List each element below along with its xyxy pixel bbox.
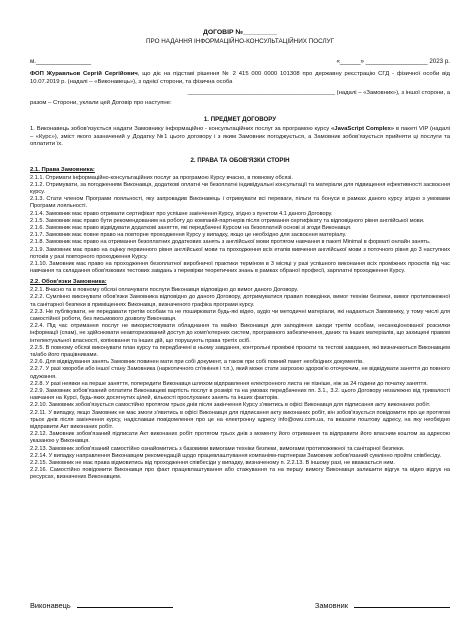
clause-item: 2.2.12. Замовник зобов'язаний підписати Акт виконаних робіт протягом трьох днів з моменту його отримання та відправити його власним коштом за адресою указаною у Виконавця. bbox=[30, 431, 450, 445]
customer-signature-label: Замовник bbox=[314, 601, 348, 610]
signature-block bbox=[30, 601, 450, 610]
section-1-text-pre: 1. Виконавець зобов'язується надати Замовнику інформаційно - консультаційних послуг за програмою курсу bbox=[30, 125, 332, 132]
clause-item: 2.2.6. Для відвідування занять Замовник повинен мати при собі документ, а також при собі повний пакет необхідних документів. bbox=[30, 359, 364, 366]
section-1-text-post: в пакеті VIP (надалі – «Курс»), зміст якого зазначений у Додатку №1 цього договору і з яким Замовник погоджується, а Замовник зобов'язується прийняти ці послуги та оплатити їх. bbox=[30, 125, 450, 148]
date-field: «______» __________________ 2023 р. bbox=[336, 58, 450, 65]
course-name: «JavaScript Complex» bbox=[331, 125, 395, 132]
clause-item: 2.1.7. Замовник має повне право на повторне проходження Курсу у випадку, якщо це необхідно для засвоєння матеріалу. bbox=[30, 232, 347, 239]
clause-item: 2.2.9. Замовник зобов'язаний оплатити Виконавцеві вартість послуг в розмірі та на умовах передбачених пп. 3.1., 3.2. цього Договору незалежно від тривалості навчання на Курсі, будь-яких досягнутих цілей, кількості прослуханих занять та інших факторів. bbox=[30, 388, 450, 402]
clause-item: 2.2.14. У випадку направлення Виконавцем рекомендацій щодо працевлаштування компаніям-партнерам Замовник зобов'язаний сумлінно пройти співбесіду. bbox=[30, 452, 442, 459]
clause-item: 2.2.4. Під час отримання послуг не використовувати обладнання та майно Виконавця для заподіяння шкоди третім особам, несанкціонованої розсилки інформації (спам), не здійснювати неавторизований доступ до комп'ютерних систем, програмного забезпечення, даних та інших матеріалів, що захищені правом інтелектуальної власності, копіювання та інших дій, що порушують права третіх осіб. bbox=[30, 323, 450, 344]
clause-item: 2.1.9. Замовник має право на оцінку первинного рівня англійської мови та проходження всіх етапів вивчення англійської мови з поточного рівня до 3 наступних потоків у разі повторного проходження Курсу. bbox=[30, 246, 450, 260]
executor-signature-line bbox=[77, 607, 173, 608]
contract-title: ДОГОВІР №_________ bbox=[203, 29, 277, 36]
clause-item: 2.1.4. Замовник має право отримати сертифікат про успішне закінчення Курсу, згідно з пунктом 4.1 даного Договору. bbox=[30, 210, 333, 217]
clause-item: 2.1.6. Замовник має право відвідувати додаткові заняття, які передбачені Курсом на безоплатній основі зі згоди Виконавця. bbox=[30, 225, 352, 232]
clause-item: 2.1.1. Отримати інформаційно-консультаційних послуг за програмою Курсу вчасно, в повному обсязі. bbox=[30, 174, 293, 181]
clause-item: 2.2.11. У випадку, якщо Замовник не має змоги з'явитись в офісі Виконавця для підписання акту виконаних робіт, він зобов'язується повідомити про це протягом трьох днів після закінчення курсу, надіславши повідомлення про це на електронну адресу info@owu.com.ua, та вказати поштову адресу, на яку необхідно відправити Акт виконаних робіт. bbox=[30, 409, 450, 431]
customer-signature-line bbox=[354, 607, 450, 608]
customer-rights-title: 2.1. Права Замовника: bbox=[30, 166, 95, 173]
executor-name: ФОП Журавльов Сергій Сергійович bbox=[30, 71, 138, 77]
executor-signature bbox=[30, 601, 173, 610]
clause-item: 2.2.13. Замовник зобов'язаний самостійно ознайомитись з базовими вимогами техніки безпеки, вимогами протипожежної та санітарної безпеки. bbox=[30, 445, 405, 452]
section-1-title: 1. ПРЕДМЕТ ДОГОВОРУ bbox=[203, 115, 277, 123]
city-field: м.________________ bbox=[30, 58, 92, 65]
customer-rights-list bbox=[30, 175, 450, 276]
contract-subtitle: ПРО НАДАННЯ ІНФОРМАЦІЙНО-КОНСУЛЬТАЦІЙНИХ ПОСЛУГ bbox=[146, 38, 334, 45]
intro-text: , що діє на підставі рішення № 2 415 000 0000 101308 про державну реєстрацію СГД - фізичної особи від 10.07.2019 р. (надалі – «Виконавець»), з однієї сторони, та фізична особа bbox=[30, 71, 450, 85]
place-date-line bbox=[30, 58, 450, 65]
clause-item: 2.1.3. Стати членом Програми лояльності, яку запровадив Виконавець і отримувати всі переваги, пільги та бонуси в рамках даного курсу згідно з умовами Програми лояльності. bbox=[30, 196, 450, 210]
customer-duties-list bbox=[30, 287, 450, 481]
clause-item: 2.2.16. Самостійно повідомити Виконавця про факт працевлаштування або стажування та на першу вимогу Виконавця залишити відгук та відео відгук на ресурсах, визначених Виконавцем. bbox=[30, 467, 450, 481]
clause-item: 2.2.3. Не публікувати, не передавати третім особам та не поширювати будь-які відео, аудіо чи методичні матеріали, які надаються Замовнику, у тому числі для самостійної роботи, без письмового дозволу Виконавця. bbox=[30, 308, 450, 322]
clause-item: 2.2.10. Замовник зобов'язується самостійно протягом трьох днів після закінчення Курсу з'явитись в офісі Виконавця для підписання акту виконаних робіт. bbox=[30, 402, 431, 409]
section-2-title: 2. ПРАВА ТА ОБОВ'ЯЗКИ СТОРІН bbox=[190, 156, 290, 164]
clause-item: 2.2.2. Сумлінно виконувати обов'язки Замовника відповідно до даного Договору, дотримуватися правил поведінки, вимог техніки безпеки, вимог протипожежної та санітарної безпеки в приміщеннях Виконавця, визначеного графіка програми курсу. bbox=[30, 294, 450, 308]
clause-item: 2.2.5. В повному обсязі виконувати план курсу та передбачені в ньому завдання, контрольні проміжні проєкти та тестові завдання, які визначаються Виконавцем та/або його працівниками. bbox=[30, 344, 450, 358]
clause-item: 2.1.2. Отримувати, за погодженням Виконавця, додаткові оплатні чи безоплатні індивідуальні консультації та матеріали для підвищення ефективності засвоєння курсу. bbox=[30, 181, 450, 196]
clause-item: 2.2.7. У разі хвороби або іншої стану Замовника (наркотичного сп'яніння і т.п.), який може стати загрозою здоров'ю оточуючим, не відвідувати заняття до повного одужання. bbox=[30, 366, 450, 380]
parties-line: разом – Сторони, уклали цей Договір про наступне: bbox=[30, 100, 172, 107]
clause-item: 2.2.15. Замовник не має права відмовитись від проходження співбесіди у випадку, визначеному п. 2.2.13. В іншому разі, не вважається ним. bbox=[30, 460, 395, 467]
section-1-text bbox=[30, 126, 450, 149]
customer-signature bbox=[315, 601, 450, 610]
intro-paragraph bbox=[30, 71, 450, 86]
clause-item: 2.1.10. Замовник має право на проходження безоплатної виробничої практики терміном в 3 місяці у разі успішного виконання всіх проміжних проєктів під час навчання та складання обов'язкових тестових завдань з перевірки теоретичних знань в рамках обраної професії, зарплатні проходження Курсу. bbox=[30, 261, 450, 275]
clause-item: 2.1.8. Замовник має право на отримання безоплатних додаткових занять з англійської мови протягом навчання в пакеті Minimal в форматі онлайн занять. bbox=[30, 239, 431, 246]
clause-item: 2.1.5. Замовник має право бути рекомендованим на роботу до компаній-партнерів після отримання сертифікату та відповідного рівня англійської мови. bbox=[30, 217, 425, 224]
clause-item: 2.2.8. У разі неявки на перше заняття, попередити Виконавця шляхом відправлення електронного листа не пізніше, ніж за 24 години до початку заняття. bbox=[30, 380, 428, 387]
customer-duties-title: 2.2. Обов'язки Замовника: bbox=[30, 279, 107, 286]
clause-item: 2.2.1. Вчасно та в повному обсязі оплачувати послуги Виконавця відповідно до вимог даного Договору. bbox=[30, 287, 299, 294]
executor-signature-label: Виконавець bbox=[30, 601, 71, 610]
customer-line: _____________________________________________ (надалі – «Замовник»), з іншої сторони, а bbox=[187, 90, 450, 97]
